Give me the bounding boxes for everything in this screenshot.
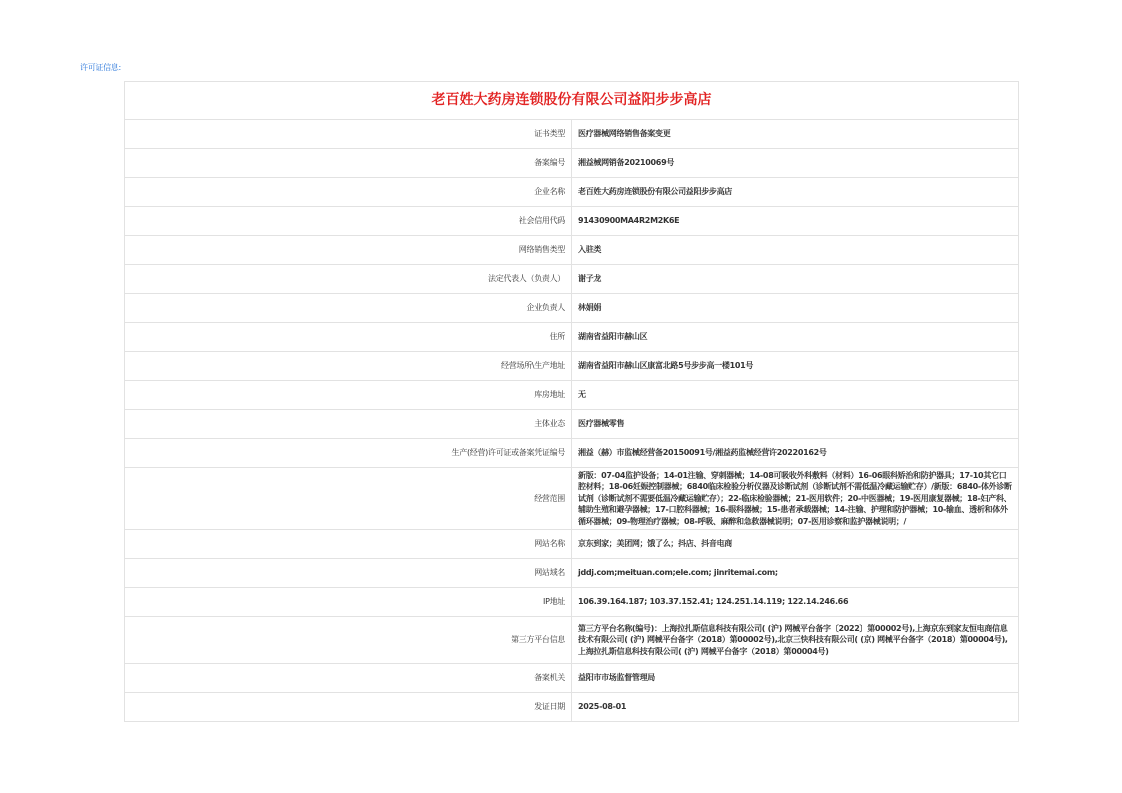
row-value: 106.39.164.187; 103.37.152.41; 124.251.14.119; 122.14.246.66 [572,588,1019,617]
table-row [125,468,1019,530]
row-label: 库房地址 [125,381,572,410]
row-value: 第三方平台名称(编号)：上海拉扎斯信息科技有限公司( (沪) 网械平台备字〔2022〕第00002号),上海京东到家友恒电商信息技术有限公司( (沪) 网械平台备字（2018）第00002号),北京三快科技有限公司( (京) 网械平台备字（2018）第00004号),上海拉扎斯信息科技有限公司( (沪) 网械平台备字（2018）第00004号) [572,617,1019,664]
table-row [125,588,1019,617]
row-label: 经营场所\生产地址 [125,352,572,381]
row-label: 住所 [125,323,572,352]
table-row [125,559,1019,588]
license-table [124,81,1019,722]
table-row [125,207,1019,236]
table-row [125,236,1019,265]
company-title: 老百姓大药房连锁股份有限公司益阳步步高店 [125,82,1019,120]
row-label: 发证日期 [125,693,572,722]
table-row [125,149,1019,178]
row-value: 医疗器械零售 [572,410,1019,439]
table-row [125,381,1019,410]
table-row [125,178,1019,207]
row-value: 湖南省益阳市赫山区 [572,323,1019,352]
row-label: 备案机关 [125,664,572,693]
row-label: IP地址 [125,588,572,617]
row-value: jddj.com;meituan.com;ele.com; jinritemai.com; [572,559,1019,588]
row-label: 经营范围 [125,468,572,530]
table-row [125,265,1019,294]
table-row [125,693,1019,722]
row-value: 湘益（赫）市监械经营备20150091号/湘益药监械经营许20220162号 [572,439,1019,468]
row-value: 益阳市市场监督管理局 [572,664,1019,693]
row-label: 网站域名 [125,559,572,588]
row-value: 谢子龙 [572,265,1019,294]
row-value: 京东到家；美团网；饿了么；抖店、抖音电商 [572,530,1019,559]
table-row [125,439,1019,468]
row-value: 湖南省益阳市赫山区康富北路5号步步高一楼101号 [572,352,1019,381]
row-value: 湘益械网销备20210069号 [572,149,1019,178]
row-label: 主体业态 [125,410,572,439]
table-row [125,530,1019,559]
row-label: 生产(经营)许可证或备案凭证编号 [125,439,572,468]
row-label: 网站名称 [125,530,572,559]
row-label: 证书类型 [125,120,572,149]
row-label: 企业名称 [125,178,572,207]
section-label: 许可证信息: [80,63,121,72]
table-row [125,617,1019,664]
table-row [125,664,1019,693]
row-label: 法定代表人（负责人） [125,265,572,294]
table-row [125,352,1019,381]
row-value: 新版：07-04监护设备；14-01注输、穿刺器械；14-08可吸收外科敷料（材料）16-06眼科矫治和防护器具；17-10其它口腔材料；18-06妊娠控制器械；6840临床检验分析仪器及诊断试剂（诊断试剂不需低温冷藏运输贮存）/新版：6840-体外诊断试剂（诊断试剂不需要低温冷藏运输贮存）；22-临床检验器械；21-医用软件；20-中医器械；19-医用康复器械；18-妇产科、辅助生殖和避孕器械；17-口腔科器械；16-眼科器械；15-患者承载器械；14-注输、护理和防护器械；10-输血、透析和体外循环器械；09-物理治疗器械；08-呼吸、麻醉和急救器械说明；07-医用诊察和监护器械说明；/ [572,468,1019,530]
row-value: 2025-08-01 [572,693,1019,722]
table-row [125,120,1019,149]
row-value: 老百姓大药房连锁股份有限公司益阳步步高店 [572,178,1019,207]
row-value: 无 [572,381,1019,410]
row-value: 91430900MA4R2M2K6E [572,207,1019,236]
row-value: 入驻类 [572,236,1019,265]
row-label: 备案编号 [125,149,572,178]
table-row [125,410,1019,439]
table-row [125,323,1019,352]
row-value: 林娟娟 [572,294,1019,323]
row-label: 第三方平台信息 [125,617,572,664]
row-label: 社会信用代码 [125,207,572,236]
table-row [125,294,1019,323]
row-label: 网络销售类型 [125,236,572,265]
row-value: 医疗器械网络销售备案变更 [572,120,1019,149]
row-label: 企业负责人 [125,294,572,323]
